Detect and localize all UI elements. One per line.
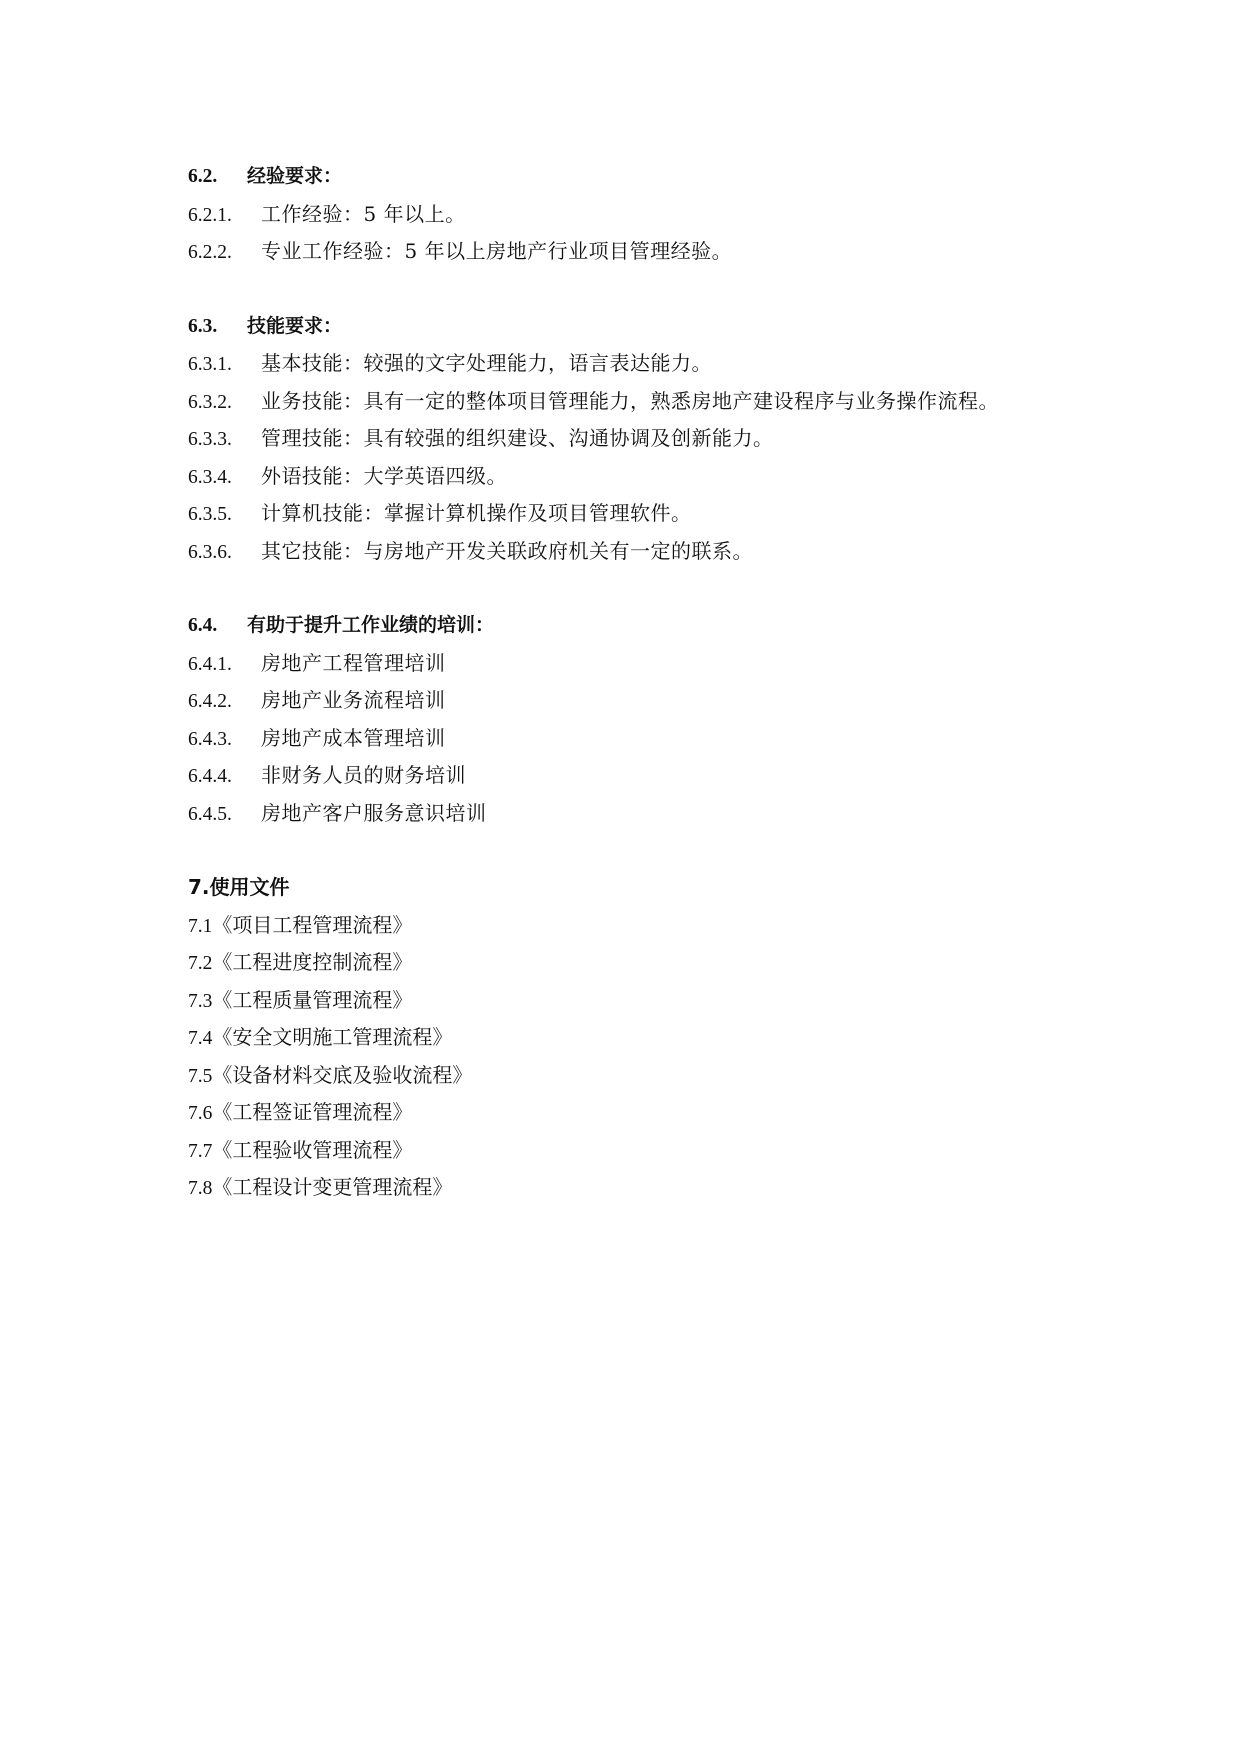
section-number: 6.3. xyxy=(188,315,218,337)
item-number: 6.4.2. xyxy=(188,691,232,712)
list-item xyxy=(188,345,1148,383)
list-item xyxy=(188,757,1148,795)
item-text: 工作经验：5 年以上。 xyxy=(261,201,466,226)
section-heading: 7.使用文件 xyxy=(188,875,290,899)
item-number: 7.2 xyxy=(188,953,213,974)
item-number: 6.3.4. xyxy=(188,466,232,488)
item-number: 7.8 xyxy=(188,1178,213,1199)
section-heading xyxy=(188,308,1148,346)
document-title: 《项目工程管理流程》 xyxy=(212,912,413,937)
item-text: 外语技能：大学英语四级。 xyxy=(261,463,507,488)
item-number: 7.1 xyxy=(188,915,213,937)
spacer xyxy=(188,271,1148,308)
section-title: 经验要求： xyxy=(247,165,343,187)
document-title: 《工程质量管理流程》 xyxy=(212,987,413,1012)
document-title: 《安全文明施工管理流程》 xyxy=(212,1025,453,1049)
item-text: 业务技能：具有一定的整体项目管理能力，熟悉房地产建设程序与业务操作流程。 xyxy=(261,388,999,413)
section-title: 技能要求： xyxy=(247,314,343,337)
section-skills xyxy=(188,308,1148,571)
item-text: 房地产业务流程培训 xyxy=(261,688,446,712)
section-documents xyxy=(188,869,1148,1207)
document-item xyxy=(188,944,1148,982)
item-number: 7.3 xyxy=(188,990,213,1012)
document-item xyxy=(188,982,1148,1020)
item-number: 6.4.1. xyxy=(188,653,232,675)
document-item xyxy=(188,1169,1148,1207)
item-text: 基本技能：较强的文字处理能力，语言表达能力。 xyxy=(261,351,712,375)
document-item xyxy=(188,1132,1148,1170)
section-heading xyxy=(188,158,1148,196)
item-number: 6.3.1. xyxy=(188,354,232,375)
document-item xyxy=(188,1019,1148,1057)
item-text: 其它技能：与房地产开发关联政府机关有一定的联系。 xyxy=(261,538,753,563)
list-item xyxy=(188,682,1148,720)
item-text: 非财务人员的财务培训 xyxy=(261,763,466,787)
item-number: 6.3.2. xyxy=(188,391,232,413)
list-item xyxy=(188,495,1148,533)
item-number: 6.2.2. xyxy=(188,242,232,263)
item-number: 6.3.3. xyxy=(188,429,232,450)
document-title: 《工程设计变更管理流程》 xyxy=(212,1175,453,1199)
item-number: 7.6 xyxy=(188,1103,213,1124)
section-heading xyxy=(188,607,1148,645)
item-text: 计算机技能：掌握计算机操作及项目管理软件。 xyxy=(261,501,692,525)
item-number: 7.5 xyxy=(188,1065,213,1087)
section-experience xyxy=(188,158,1148,271)
item-number: 6.3.6. xyxy=(188,541,232,563)
item-text: 房地产工程管理培训 xyxy=(261,650,446,675)
spacer xyxy=(188,570,1148,607)
document-item xyxy=(188,907,1148,945)
item-text: 房地产成本管理培训 xyxy=(261,725,446,750)
list-item xyxy=(188,458,1148,496)
section-number: 6.2. xyxy=(188,166,218,187)
list-item xyxy=(188,383,1148,421)
item-number: 6.4.5. xyxy=(188,803,232,825)
document-title: 《工程进度控制流程》 xyxy=(212,950,413,974)
spacer xyxy=(188,832,1148,869)
section-title: 有助于提升工作业绩的培训： xyxy=(247,614,495,636)
document-title: 《设备材料交底及验收流程》 xyxy=(212,1062,473,1087)
item-text: 专业工作经验：5 年以上房地产行业项目管理经验。 xyxy=(261,239,733,263)
list-item xyxy=(188,795,1148,833)
list-item xyxy=(188,533,1148,571)
item-number: 7.4 xyxy=(188,1028,213,1049)
item-number: 6.4.4. xyxy=(188,766,232,787)
list-item xyxy=(188,420,1148,458)
list-item xyxy=(188,196,1148,234)
list-item xyxy=(188,720,1148,758)
section-number: 6.4. xyxy=(188,615,218,636)
list-item xyxy=(188,233,1148,271)
list-item xyxy=(188,645,1148,683)
item-text: 房地产客户服务意识培训 xyxy=(261,800,487,825)
document-item xyxy=(188,1094,1148,1132)
section-training xyxy=(188,607,1148,832)
document-title: 《工程签证管理流程》 xyxy=(212,1100,413,1124)
document-item xyxy=(188,1057,1148,1095)
item-number: 6.4.3. xyxy=(188,728,232,750)
document-title: 《工程验收管理流程》 xyxy=(212,1137,413,1162)
document-content xyxy=(188,158,1148,1207)
item-number: 6.2.1. xyxy=(188,204,232,226)
item-number: 7.7 xyxy=(188,1140,213,1162)
item-text: 管理技能：具有较强的组织建设、沟通协调及创新能力。 xyxy=(261,426,774,450)
item-number: 6.3.5. xyxy=(188,504,232,525)
